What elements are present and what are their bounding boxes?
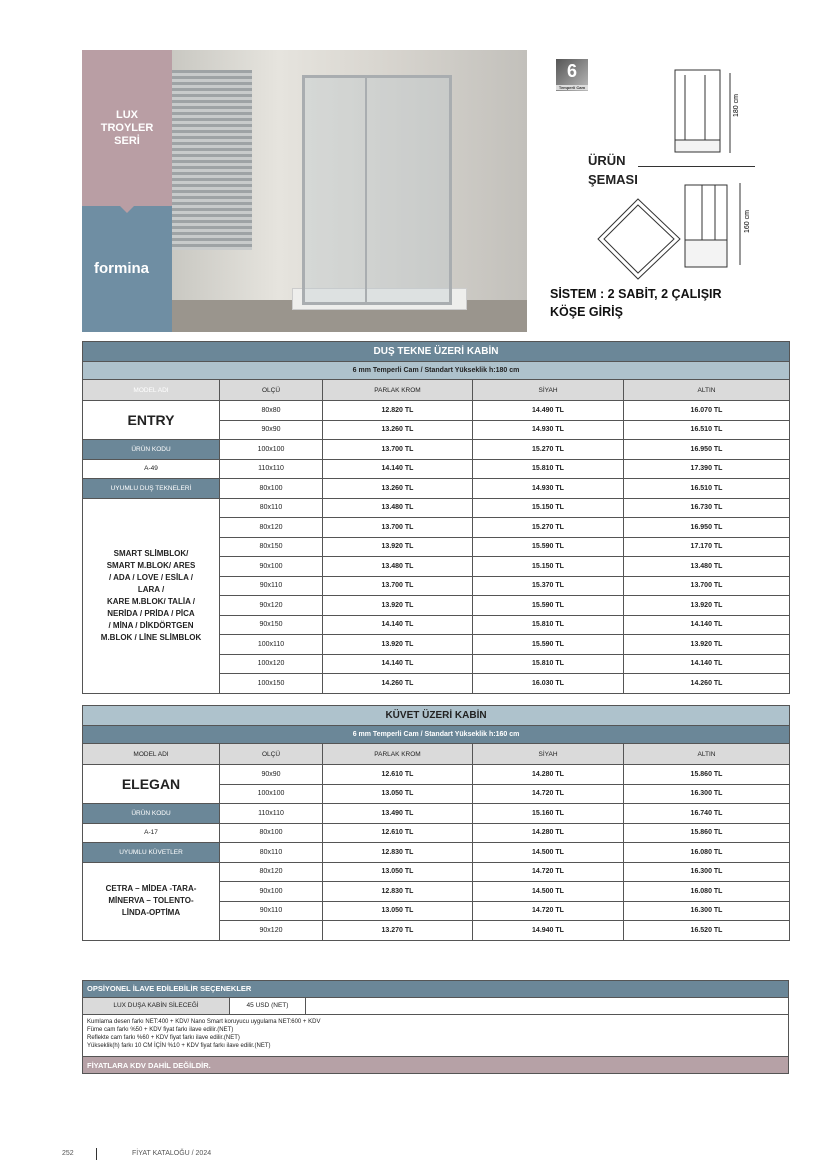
price-gold: 14.260 TL: [624, 674, 790, 694]
price-black: 16.030 TL: [473, 674, 624, 694]
price-black: 15.810 TL: [473, 615, 624, 635]
size: 90x100: [220, 557, 323, 577]
compat-list: SMART SLİMBLOK/ SMART M.BLOK/ ARES / ADA / LOVE / ESİLA / LARA / KARE M.BLOK/ TALİA / NERİDA / PRİDA / PİCA / MİNA / DİKDÖRTGEN M.BLOK / LİNE SLİMBLOK: [83, 498, 220, 693]
price-gold: 16.300 TL: [624, 901, 790, 921]
price-gold: 16.950 TL: [624, 518, 790, 538]
size: 100x150: [220, 674, 323, 694]
price-chrome: 13.920 TL: [323, 635, 473, 655]
options-title: OPSİYONEL İLAVE EDİLEBİLİR SEÇENEKLER: [83, 981, 788, 997]
price-gold: 14.140 TL: [624, 654, 790, 674]
price-chrome: 12.610 TL: [323, 823, 473, 843]
table-title: KÜVET ÜZERİ KABİN: [83, 706, 790, 726]
size: 90x110: [220, 576, 323, 596]
system-info: SİSTEM : 2 SABİT, 2 ÇALIŞIR KÖŞE GİRİŞ: [550, 287, 722, 319]
price-gold: 16.730 TL: [624, 498, 790, 518]
col-header: MODEL ADI: [83, 744, 220, 765]
table-row: [83, 843, 790, 863]
price-gold: 16.300 TL: [624, 784, 790, 804]
price-gold: 13.700 TL: [624, 576, 790, 596]
schema-title: ÜRÜN ŞEMASI: [588, 153, 638, 187]
compat-label: UYUMLU DUŞ TEKNELERİ: [83, 479, 220, 499]
price-gold: 13.920 TL: [624, 635, 790, 655]
price-black: 14.930 TL: [473, 420, 624, 440]
svg-text:160 cm: 160 cm: [744, 210, 751, 233]
price-gold: 13.920 TL: [624, 596, 790, 616]
option-notes: Kumlama desen farkı NET:400 + KDV/ Nano Smart koruyucu uygulama NET:600 + KDV Füme cam farkı %50 + KDV fiyat farkı ilave edilir.(NET) Reflekte cam farkı %60 + KDV fiyat farkı ilave edilir.(NET) Yükseklik(h) farkı 10 CM İÇİN %10 + KDV fiyat farkı ilave edilir.(NET): [83, 1014, 788, 1056]
col-header: OLÇÜ: [220, 380, 323, 401]
table-subtitle: 6 mm Temperli Cam / Standart Yükseklik h:180 cm: [83, 362, 790, 380]
price-gold: 17.170 TL: [624, 537, 790, 557]
price-chrome: 13.050 TL: [323, 862, 473, 882]
size: 80x110: [220, 843, 323, 863]
price-gold: 17.390 TL: [624, 459, 790, 479]
price-chrome: 12.610 TL: [323, 765, 473, 785]
price-gold: 16.740 TL: [624, 804, 790, 824]
price-chrome: 12.830 TL: [323, 882, 473, 902]
price-gold: 16.950 TL: [624, 440, 790, 460]
price-chrome: 13.260 TL: [323, 420, 473, 440]
size: 80x100: [220, 479, 323, 499]
price-gold: 16.080 TL: [624, 843, 790, 863]
bathtub-cabin-table: [82, 705, 790, 941]
size: 80x120: [220, 518, 323, 538]
table-row: [83, 765, 790, 785]
price-chrome: 13.480 TL: [323, 498, 473, 518]
price-chrome: 14.260 TL: [323, 674, 473, 694]
col-header: MODEL ADI: [83, 380, 220, 401]
size: 80x80: [220, 401, 323, 421]
product-code: A-49: [83, 459, 220, 479]
table-row: [83, 804, 790, 824]
price-chrome: 13.050 TL: [323, 901, 473, 921]
price-chrome: 13.920 TL: [323, 537, 473, 557]
catalog-title: FİYAT KATALOĞU / 2024: [132, 1150, 212, 1157]
size: 90x120: [220, 596, 323, 616]
price-black: 15.590 TL: [473, 596, 624, 616]
product-hero: [82, 50, 527, 332]
price-gold: 16.520 TL: [624, 921, 790, 941]
price-chrome: 13.260 TL: [323, 479, 473, 499]
price-black: 14.280 TL: [473, 823, 624, 843]
price-gold: 16.080 TL: [624, 882, 790, 902]
price-black: 15.270 TL: [473, 518, 624, 538]
col-header: ALTIN: [624, 380, 790, 401]
price-black: 14.720 TL: [473, 862, 624, 882]
price-gold: 16.510 TL: [624, 479, 790, 499]
glass-thickness-badge: 6 Temperli Cam: [556, 59, 588, 91]
table-row: [83, 479, 790, 499]
size: 80x150: [220, 537, 323, 557]
series-label: LUX TROYLER SERİ: [100, 108, 154, 147]
product-photo: [172, 50, 527, 332]
price-gold: 16.510 TL: [624, 420, 790, 440]
size: 80x120: [220, 862, 323, 882]
shower-tray-cabin-table: [82, 341, 790, 694]
price-black: 15.150 TL: [473, 498, 624, 518]
model-name: ELEGAN: [83, 765, 220, 804]
size: 90x90: [220, 765, 323, 785]
size: 100x120: [220, 654, 323, 674]
price-black: 14.930 TL: [473, 479, 624, 499]
price-black: 14.500 TL: [473, 882, 624, 902]
size: 80x110: [220, 498, 323, 518]
size: 90x120: [220, 921, 323, 941]
size: 90x100: [220, 882, 323, 902]
price-black: 15.810 TL: [473, 459, 624, 479]
col-header: OLÇÜ: [220, 744, 323, 765]
table-row: [83, 862, 790, 882]
price-black: 15.590 TL: [473, 635, 624, 655]
size: 100x100: [220, 784, 323, 804]
price-black: 15.810 TL: [473, 654, 624, 674]
series-panel: [82, 50, 172, 332]
col-header: SİYAH: [473, 380, 624, 401]
price-chrome: 12.830 TL: [323, 843, 473, 863]
price-chrome: 13.480 TL: [323, 557, 473, 577]
size: 80x100: [220, 823, 323, 843]
schema-drawings: [540, 55, 780, 285]
option-item: LUX DUŞA KABİN SİLECEĞİ: [83, 998, 230, 1014]
size: 100x110: [220, 635, 323, 655]
price-gold: 15.860 TL: [624, 823, 790, 843]
size: 90x90: [220, 420, 323, 440]
brand-logo: formina: [94, 260, 150, 277]
table-row: [83, 498, 790, 518]
page-number: 252: [62, 1150, 74, 1157]
size: 110x110: [220, 459, 323, 479]
price-black: 15.160 TL: [473, 804, 624, 824]
product-code-label: ÜRÜN KODU: [83, 440, 220, 460]
model-name: ENTRY: [83, 401, 220, 440]
vat-notice: FİYATLARA KDV DAHİL DEĞİLDİR.: [83, 1056, 788, 1073]
price-chrome: 14.140 TL: [323, 459, 473, 479]
price-gold: 16.300 TL: [624, 862, 790, 882]
price-gold: 15.860 TL: [624, 765, 790, 785]
product-code: A-17: [83, 823, 220, 843]
product-code-label: ÜRÜN KODU: [83, 804, 220, 824]
price-black: 15.270 TL: [473, 440, 624, 460]
price-black: 14.940 TL: [473, 921, 624, 941]
product-schema: [540, 55, 780, 325]
table-subtitle: 6 mm Temperli Cam / Standart Yükseklik h:160 cm: [83, 726, 790, 744]
price-gold: 13.480 TL: [624, 557, 790, 577]
price-black: 15.590 TL: [473, 537, 624, 557]
table-row: [83, 823, 790, 843]
compat-list: CETRA – MİDEA -TARA- MİNERVA – TOLENTO- LİNDA-OPTİMA: [83, 862, 220, 940]
price-chrome: 13.700 TL: [323, 576, 473, 596]
price-black: 14.720 TL: [473, 901, 624, 921]
size: 110x110: [220, 804, 323, 824]
price-black: 14.500 TL: [473, 843, 624, 863]
col-header: ALTIN: [624, 744, 790, 765]
price-black: 14.720 TL: [473, 784, 624, 804]
price-chrome: 13.700 TL: [323, 440, 473, 460]
size: 90x110: [220, 901, 323, 921]
price-black: 14.490 TL: [473, 401, 624, 421]
price-chrome: 13.920 TL: [323, 596, 473, 616]
price-gold: 16.070 TL: [624, 401, 790, 421]
optional-extras: [82, 980, 789, 1074]
price-black: 15.150 TL: [473, 557, 624, 577]
price-black: 14.280 TL: [473, 765, 624, 785]
size: 100x100: [220, 440, 323, 460]
col-header: SİYAH: [473, 744, 624, 765]
size: 90x150: [220, 615, 323, 635]
table-row: [83, 401, 790, 421]
table-row: [83, 459, 790, 479]
price-chrome: 14.140 TL: [323, 615, 473, 635]
page-footer: [62, 1150, 212, 1157]
compat-label: UYUMLU KÜVETLER: [83, 843, 220, 863]
svg-text:180 cm: 180 cm: [733, 94, 740, 117]
price-chrome: 14.140 TL: [323, 654, 473, 674]
table-row: [83, 440, 790, 460]
price-chrome: 12.820 TL: [323, 401, 473, 421]
price-gold: 14.140 TL: [624, 615, 790, 635]
price-chrome: 13.700 TL: [323, 518, 473, 538]
option-price: 45 USD (NET): [230, 998, 306, 1014]
price-chrome: 13.490 TL: [323, 804, 473, 824]
price-black: 15.370 TL: [473, 576, 624, 596]
col-header: PARLAK KROM: [323, 744, 473, 765]
price-chrome: 13.050 TL: [323, 784, 473, 804]
table-title: DUŞ TEKNE ÜZERİ KABİN: [83, 342, 790, 362]
price-chrome: 13.270 TL: [323, 921, 473, 941]
col-header: PARLAK KROM: [323, 380, 473, 401]
